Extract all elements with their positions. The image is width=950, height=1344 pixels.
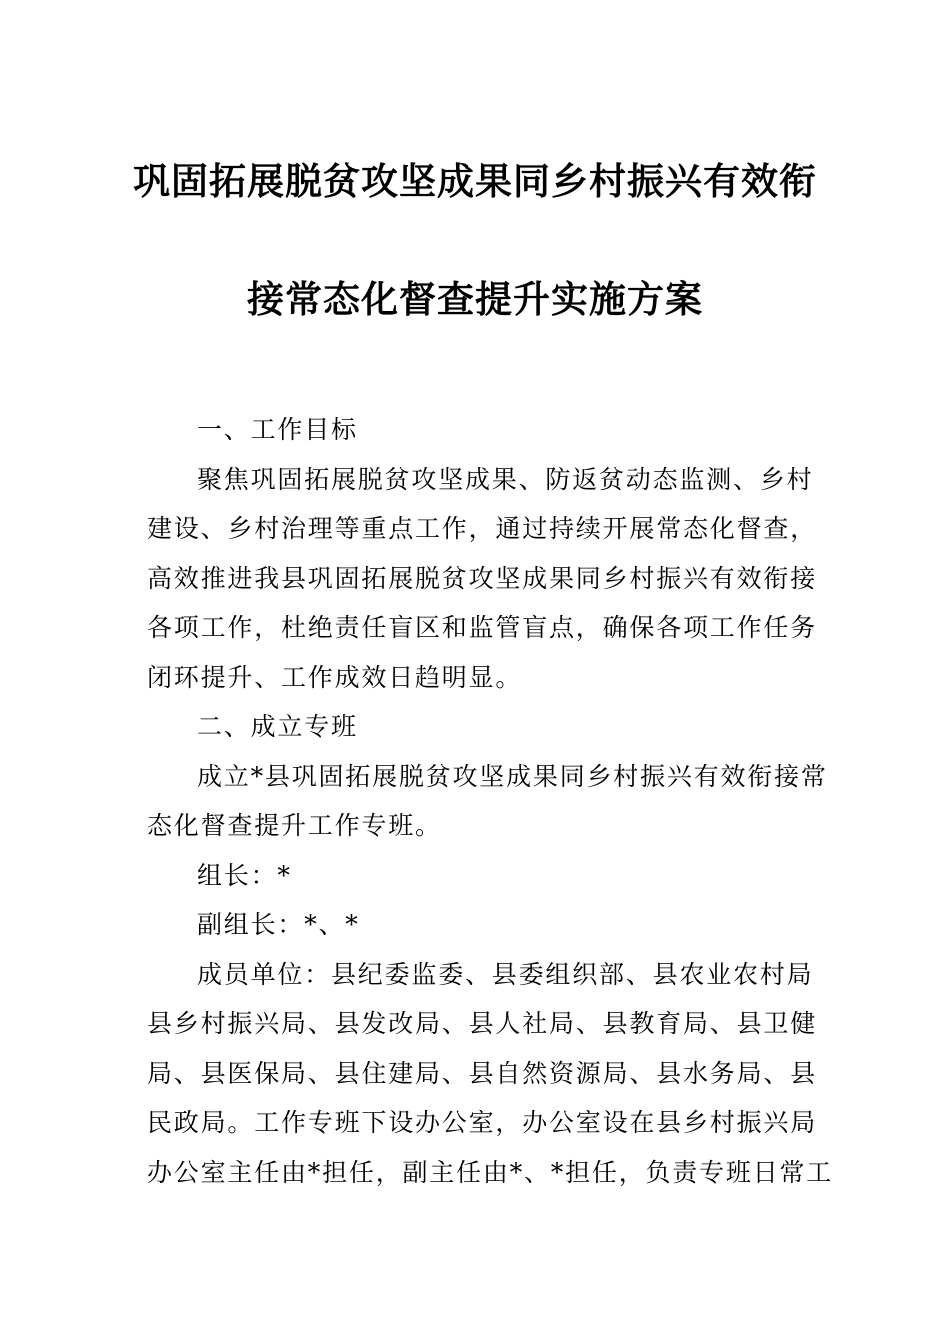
document-body [147, 405, 834, 1197]
members-paragraph-line: 办公室主任由*担任，副主任由*、*担任，负责专班日常工 [147, 1157, 834, 1187]
document-title-line-2: 接常态化督查提升实施方案 [247, 278, 703, 321]
team-paragraph [147, 752, 828, 851]
members-paragraph-line: 成员单位：县纪委监委、县委组织部、县农业农村局 [197, 959, 814, 989]
goal-paragraph-line: 闭环提升、工作成效日趋明显。 [147, 662, 523, 692]
section-heading-team: 二、成立专班 [197, 712, 358, 741]
goal-paragraph-line: 聚焦巩固拓展脱贫攻坚成果、防返贫动态监测、乡村 [197, 464, 814, 494]
team-paragraph-line: 态化督查提升工作专班。 [147, 811, 442, 840]
goal-paragraph-line: 建设、乡村治理等重点工作，通过持续开展常态化督查， [147, 514, 818, 543]
team-paragraph-line: 成立*县巩固拓展脱贫攻坚成果同乡村振兴有效衔接常 [197, 761, 828, 791]
goal-paragraph-line: 高效推进我县巩固拓展脱贫攻坚成果同乡村振兴有效衔接 [147, 563, 818, 593]
team-deputy-leaders: 副组长：*、* [197, 910, 360, 939]
section-heading-goals: 一、工作目标 [197, 415, 358, 444]
goal-paragraph [147, 455, 818, 703]
members-paragraph-line: 局、县医保局、县住建局、县自然资源局、县水务局、县 [147, 1058, 818, 1088]
document-title-line-1: 巩固拓展脱贫攻坚成果同乡村振兴有效衔 [133, 160, 817, 203]
members-paragraph-line: 县乡村振兴局、县发改局、县人社局、县教育局、县卫健 [147, 1009, 818, 1038]
members-paragraph-line: 民政局。工作专班下设办公室，办公室设在县乡村振兴局 [147, 1108, 818, 1137]
team-leader: 组长：* [197, 860, 292, 890]
members-paragraph [147, 950, 834, 1198]
goal-paragraph-line: 各项工作，杜绝责任盲区和监管盲点，确保各项工作任务 [147, 613, 818, 642]
